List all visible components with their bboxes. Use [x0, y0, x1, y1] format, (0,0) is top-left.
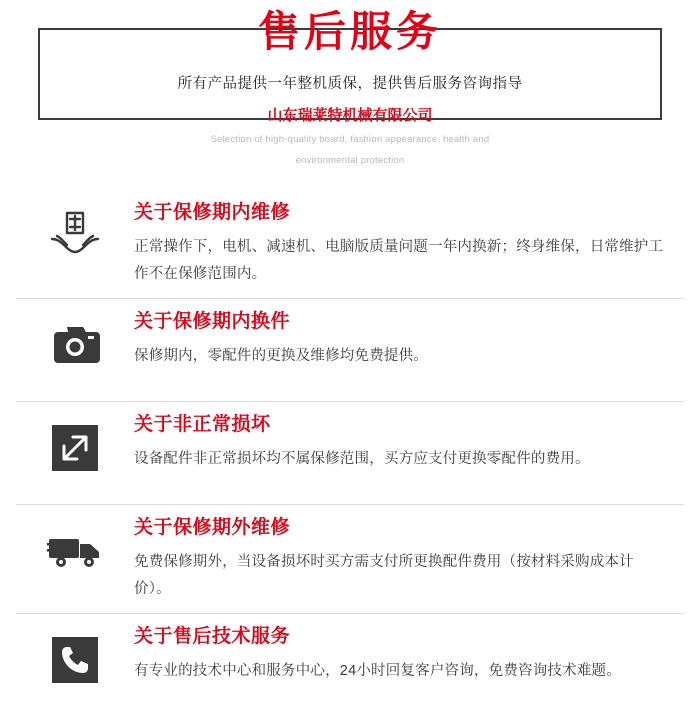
item-icon-cell: [16, 307, 134, 373]
item-text-cell: [134, 307, 684, 370]
item-icon-cell: [16, 513, 134, 579]
item-description: 设备配件非正常损坏均不属保修范围，买方应支付更换零配件的费用。: [134, 451, 590, 467]
item-title: 关于保修期内维修: [134, 202, 291, 223]
camera-icon: [47, 317, 103, 373]
truck-icon: [47, 523, 103, 579]
item-title: 关于售后技术服务: [134, 626, 291, 647]
telephone-icon: [47, 632, 103, 688]
item-text-cell: [134, 198, 684, 288]
item-icon-cell: [16, 622, 134, 688]
item-text-cell: [134, 513, 684, 603]
item-icon-cell: [16, 410, 134, 476]
item-description: 保修期内，零配件的更换及维修均免费提供。: [134, 348, 428, 364]
item-description: 有专业的技术中心和服务中心，24小时回复客户咨询，免费咨询技术难题。: [134, 663, 621, 679]
item-title: 关于保修期内换件: [134, 311, 291, 332]
item-title: 关于非正常损坏: [134, 414, 271, 435]
header-subtitle: 所有产品提供一年整机质保，提供售后服务咨询指导: [177, 76, 523, 92]
list-item: [16, 299, 684, 402]
english-tagline-line2: environmental protection: [295, 155, 405, 166]
item-icon-cell: [16, 198, 134, 264]
english-tagline-line1: Selection of high-quality board, fashion appearance, health and: [210, 134, 490, 145]
item-title: 关于保修期外维修: [134, 517, 291, 538]
item-text-cell: [134, 622, 684, 685]
diagonal-arrow-icon: [47, 420, 103, 476]
service-list: [0, 190, 700, 716]
item-description: 正常操作下，电机、减速机、电脑版质量问题一年内换新；终身维保，日常维护工作不在保修范围内。: [134, 239, 664, 282]
list-item: [16, 614, 684, 716]
item-description: 免费保修期外，当设备损坏时买方需支付所更换配件费用（按材料采购成本计价）。: [134, 554, 634, 597]
list-item: [16, 190, 684, 299]
list-item: [16, 402, 684, 505]
page-title: 售后服务: [257, 7, 442, 56]
company-name: 山东瑞莱特机械有限公司: [267, 107, 433, 124]
item-text-cell: [134, 410, 684, 473]
hands-holding-certificate-icon: [47, 208, 103, 264]
list-item: [16, 505, 684, 614]
page-header: [0, 0, 700, 168]
